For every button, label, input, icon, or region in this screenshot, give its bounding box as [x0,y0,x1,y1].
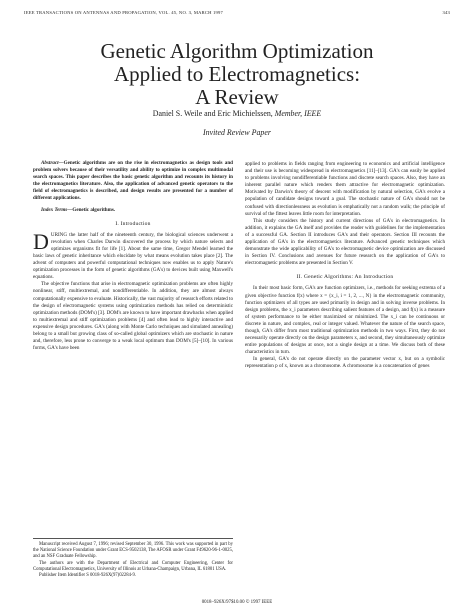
abstract [33,160,233,203]
right-column [245,161,445,371]
paper-type: Invited Review Paper [203,128,271,137]
author-membership: Member, IEEE [274,109,322,118]
authors [60,109,414,118]
author-names: Daniel S. Weile and Eric Michielssen, [152,109,273,118]
index-terms-text: Genetic algorithms. [72,206,116,213]
title-line-1: Genetic Algorithm Optimization [100,39,374,63]
ga-paragraph-2: In general, GA's do not operate directly on the parameter vector x, but on a symbolic representation p of x, known as a chromosome. A chromosome is a concatenation of genes [245,356,445,370]
title-line-2: Applied to Electromagnetics: [113,62,361,86]
left-column [33,160,233,352]
running-header [24,10,450,20]
abstract-lead: Abstract— [41,160,64,166]
copyright-footer: 0018–926X/97$10.00 © 1997 IEEE [201,600,273,605]
intro-p1-text: URING the latter half of the nineteenth century, the biological sciences underwent a revolution when Charles Darwin discovered the process by which nature selects and optimizes organisms fit for life [1]. About the same time, Gregor Mendel learned the basic laws of genetic inheritance which elucidate by what means evolution takes place [2]. The advent of computers and powerful computational techniques now enables us to apply Nature's optimization processes in the form of genetic algorithms (GA's) to devices built using Maxwell's equations. [33,231,233,281]
right-paragraph-1: applied to problems in fields ranging from engineering to economics and artificial intelligence and their use is becoming widespread in electromagnetics [11]–[13]. GA's can easily be applied to problems involving nondifferentiable functions and discrete search spaces. Also, they have an inherent parallel nature which renders them attractive for electromagnetic optimization. Motivated by Darwin's theory of descent with modification by natural selection, GA's evolve a population of candidate designs toward a goal. The stochastic nature of GA's should not be confused with directionlessness as evolution is emphatically not a random walk; the principle of survival of the fittest leaves little room for interpretation. [245,161,445,217]
footnote [33,538,233,579]
intro-paragraph-1 [33,228,233,282]
intro-paragraph-2: The objective functions that arise in electromagnetic optimization problems are often highly nonlinear, stiff, multiextremal, and nondifferentiable. In addition, they are almost always computationally expensive to evaluate. Historically, the vast majority of research efforts related to the design of electromagnetic systems using optimization methods has relied on deterministic optimization methods (DOM's) [3]. DOM's are known to have important drawbacks when applied to multiextremal and stiff optimization problems [4] and often lead to highly interactive and expensive design procedures. GA's (along with Monte Carlo techniques and simulated annealing) belong to a small but growing class of so-called global optimizers which are stochastic in nature and, therefore, less prone to converge to a weak local optimum than DOM's [5]–[10]. In various forms, GA's have been [33,281,233,352]
title-line-3: A Review [195,85,279,109]
footnote-affiliation: The authors are with the Department of Electrical and Computer Engineering, Center for Computational Electromagnetics, University of Illinois at Urbana-Champaign, Urbana, IL 61801 USA. [33,560,233,572]
drop-cap: D [33,228,49,254]
right-paragraph-2: This study considers the history and current directions of GA's in electromagnetics. In addition, it explains the GA itself and provides the reader with guidelines for the implementation of a successful GA. Section II introduces GA's and their operators. Section III recounts the application of GA's in the electromagnetics literature. Advanced genetic techniques which demonstrate the wide applicability of GA's to electromagnetic device optimization are discussed in Section IV. Conclusions and avenues for future research on the application of GA's to electromagnetic problems are presented in Section V. [245,217,445,267]
footnote-identifier: Publisher Item Identifier S 0018-926X(97)02284-9. [39,573,136,579]
section-heading-introduction: I. Introduction [115,220,151,227]
paper-title [60,40,414,109]
footnote-manuscript: Manuscript received August 7, 1996; revised September 30, 1996. This work was supported in part by the National Science Foundation under Grant ECS-9502138, The AFOSR under Grant F49620-96-1-0025, and an NSF Graduate Fellowship. [33,542,233,560]
index-terms-lead: Index Terms— [41,206,73,213]
page-number: 343 [442,10,450,15]
journal-header: IEEE TRANSACTIONS ON ANTENNAS AND PROPAGATION, VOL. 45, NO. 3, MARCH 1997 [24,10,224,15]
section-heading-ga-intro: II. Genetic Algorithms: An Introduction [296,274,394,281]
index-terms [33,207,233,214]
abstract-text: Genetic algorithms are on the rise in electromagnetics as design tools and problem solvers because of their versatility and ability to optimize in complex multimodal search spaces. This paper describes the basic genetic algorithm and recounts its history in the electromagnetics literature. Also, the application of advanced genetic operators to the field of electromagnetics is described, and design results are presented for a number of different applications. [33,160,233,202]
ga-paragraph-1: In their most basic form, GA's are function optimizers, i.e., methods for seeking extrema of a given objective function f(x) where x = {x_i, i = 1, 2, ..., N} in the electromagnetic community, function optimizers of all types are used primarily in design and in solving inverse problems. In design problems, the x_i parameters describing salient features of a design, and f(x) is a measure of system performance to be either maximized or minimized. The x_i can be continuous or discrete in nature, and complex, real or integer valued. Whatever the nature of the search space, though, GA's differ from most traditional optimization methods in two ways. First, they do not necessarily operate directly on the design parameters x, and second, they simultaneously optimize entire populations of designs at once, not a single design at a time. We discuss both of these characteristics in turn. [245,285,445,356]
